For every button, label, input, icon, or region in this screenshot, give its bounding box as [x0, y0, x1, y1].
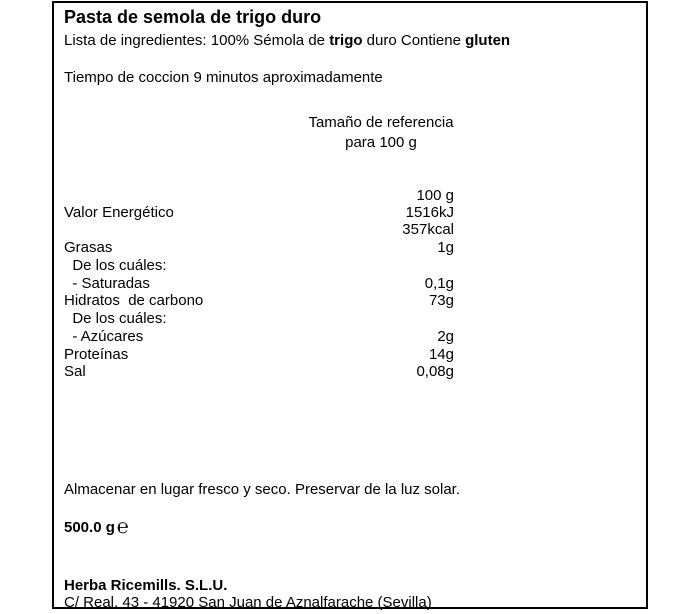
company-address: C/ Real. 43 - 41920 San Juan de Aznalfarache (Sevilla) — [64, 594, 432, 611]
cooking-time: Tiempo de coccion 9 minutos aproximadamente — [64, 69, 383, 86]
product-title: Pasta de semola de trigo duro — [64, 7, 322, 27]
nutrient-label: - Azúcares — [64, 328, 144, 345]
ingredients-text-contains: duro Contiene — [362, 32, 466, 49]
energy-kcal: 357kcal — [402, 221, 454, 238]
nutrient-label: Hidratos de carbono — [64, 292, 204, 309]
company-name: Herba Ricemills. S.L.U. — [64, 577, 228, 594]
reference-line-1: Tamaño de referencia — [308, 114, 454, 131]
nutrient-value: 0,08g — [416, 363, 454, 380]
energy-kj: 1516kJ — [405, 204, 454, 221]
nutrient-value: 2g — [437, 328, 454, 345]
net-weight-value: 500.0 g — [64, 519, 115, 536]
reference-line-2: para 100 g — [345, 134, 417, 151]
nutrient-value: 0,1g — [424, 275, 454, 292]
nutrient-value: 14g — [428, 346, 454, 363]
nutrient-value: 73g — [428, 292, 454, 309]
nutrient-label: De los cuáles: — [64, 310, 167, 327]
allergen-trigo: trigo — [329, 32, 363, 49]
estimated-sign-icon: ℮ — [116, 516, 129, 538]
product-label — [52, 1, 648, 609]
nutrient-label: Proteínas — [64, 346, 129, 363]
storage-instructions: Almacenar en lugar fresco y seco. Preservar de la luz solar. — [64, 481, 461, 498]
energy-label: Valor Energético — [64, 204, 174, 221]
nutrient-label: Grasas — [64, 239, 113, 256]
nutrient-label: De los cuáles: — [64, 257, 167, 274]
net-weight — [64, 516, 129, 538]
ingredients-list — [64, 32, 510, 49]
nutrient-value: 1g — [437, 239, 454, 256]
nutrient-label: Sal — [64, 363, 86, 380]
ingredients-text: Lista de ingredientes: 100% Sémola de — [64, 32, 330, 49]
allergen-gluten: gluten — [465, 32, 511, 49]
nutrition-column-header: 100 g — [416, 187, 454, 204]
nutrient-label: - Saturadas — [64, 275, 150, 292]
